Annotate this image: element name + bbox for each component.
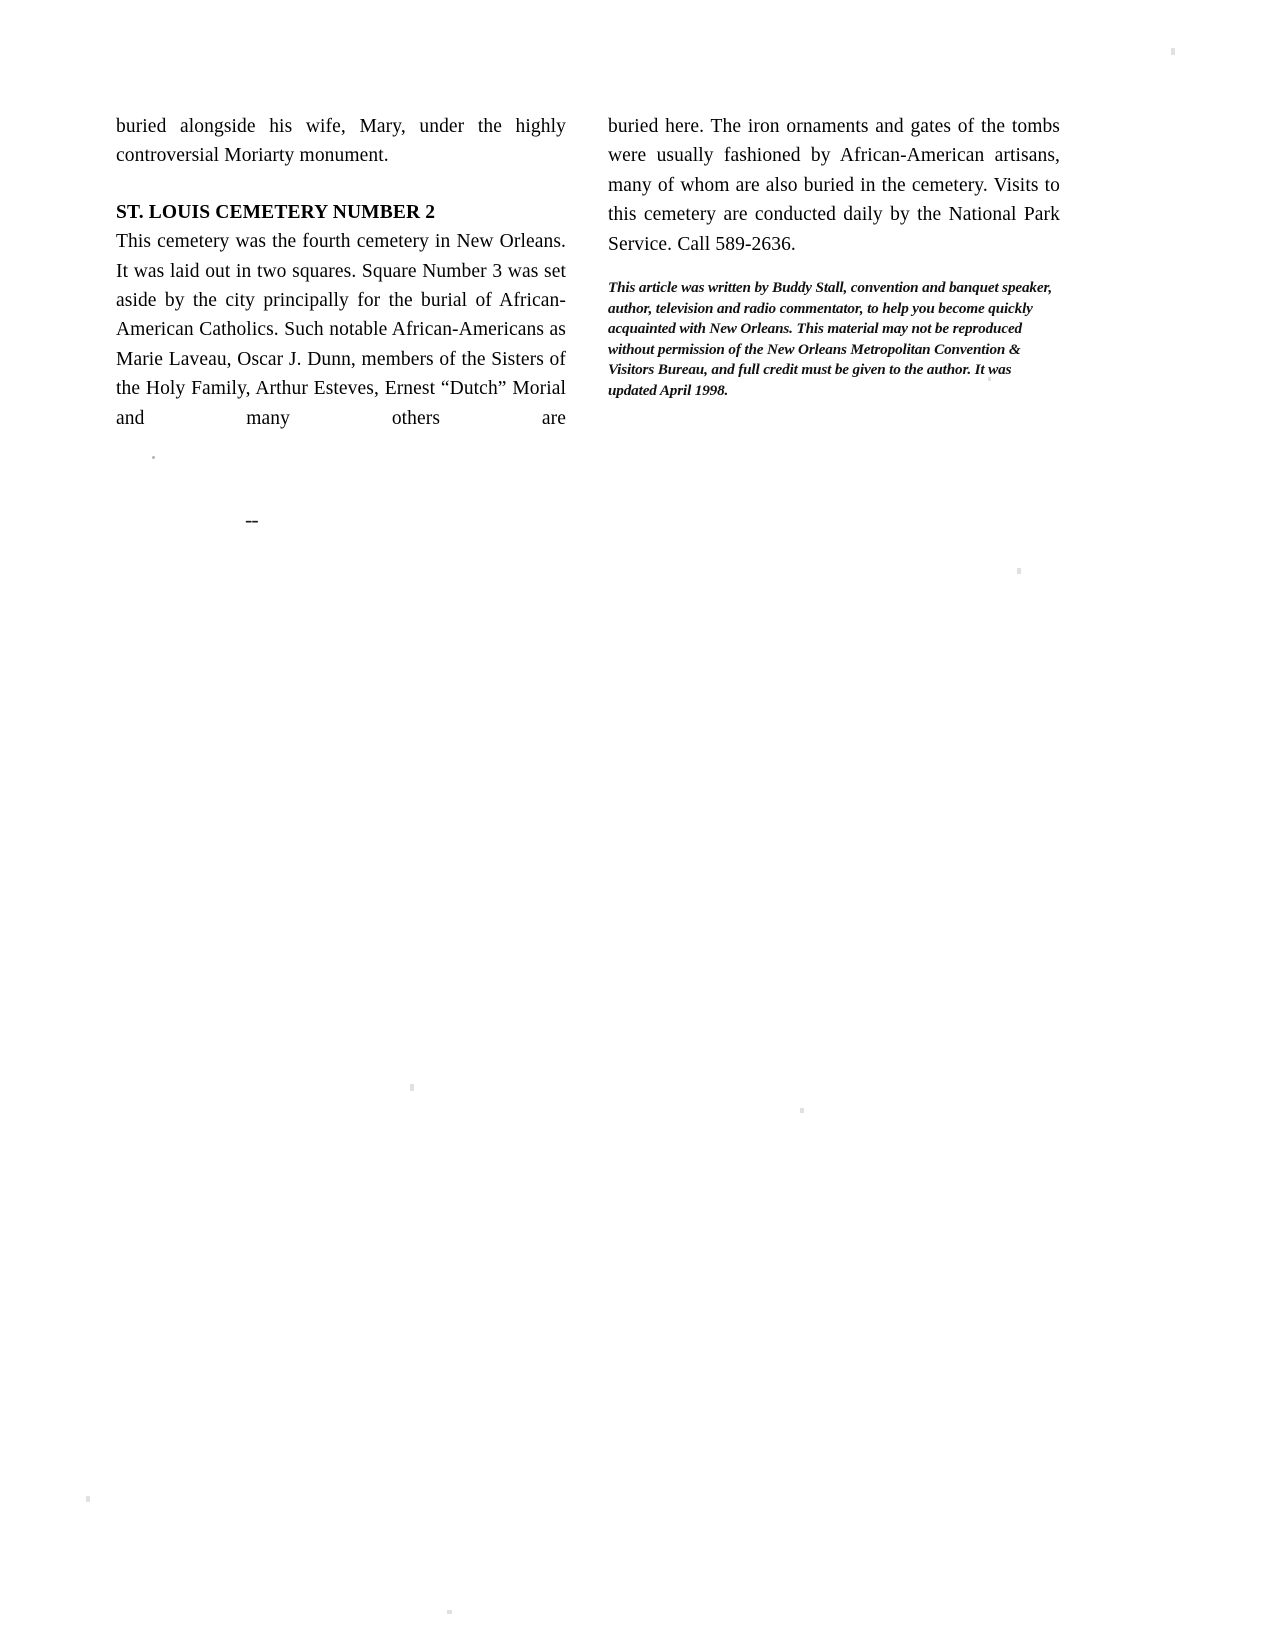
scan-speck-artifact bbox=[410, 1084, 414, 1091]
scan-speck-artifact bbox=[988, 377, 991, 381]
st-louis-cemetery-number-2-section bbox=[116, 198, 566, 463]
scan-speck-artifact bbox=[152, 456, 155, 459]
scan-speck-artifact bbox=[1017, 568, 1021, 574]
attribution-note: This article was written by Buddy Stall, convention and banquet speaker, author, television and radio commentator, to help you become quickly acquainted with New Orleans. This material may not be reproduced without permission of the New Orleans Metropolitan Convention & Visitors Bureau, and full credit must be given to the author. It was updated April 1998. bbox=[608, 279, 1053, 399]
scan-speck-artifact bbox=[1171, 48, 1175, 55]
scan-speck-artifact bbox=[447, 1610, 452, 1614]
left-column-section-paragraph: This cemetery was the fourth cemetery in New Orleans. It was laid out in two squares. Square Number 3 was set aside by the city principally for the burial of African-American Catholics. Such notable African-Americans as Marie Laveau, Oscar J. Dunn, members of the Sisters of the Holy Family, Arthur Esteves, Ernest “Dutch” Morial and many others are bbox=[116, 231, 566, 429]
dash-mark-artifact: -- bbox=[245, 507, 258, 532]
left-column-continued-paragraph: buried alongside his wife, Mary, under the highly controversial Moriarty monument. bbox=[116, 116, 566, 167]
right-column-continued-paragraph: buried here. The iron ornaments and gates of the tombs were usually fashioned by African-American artisans, many of whom are also buried in the cemetery. Visits to this cemetery are conducted daily by the National Park Service. Call 589-2636. bbox=[608, 116, 1060, 255]
left-column bbox=[116, 112, 566, 462]
right-column bbox=[608, 112, 1060, 259]
scan-speck-artifact bbox=[86, 1496, 90, 1502]
scan-speck-artifact bbox=[800, 1108, 804, 1113]
section-heading-st-louis-cemetery-number-2: ST. LOUIS CEMETERY NUMBER 2 bbox=[116, 201, 436, 223]
